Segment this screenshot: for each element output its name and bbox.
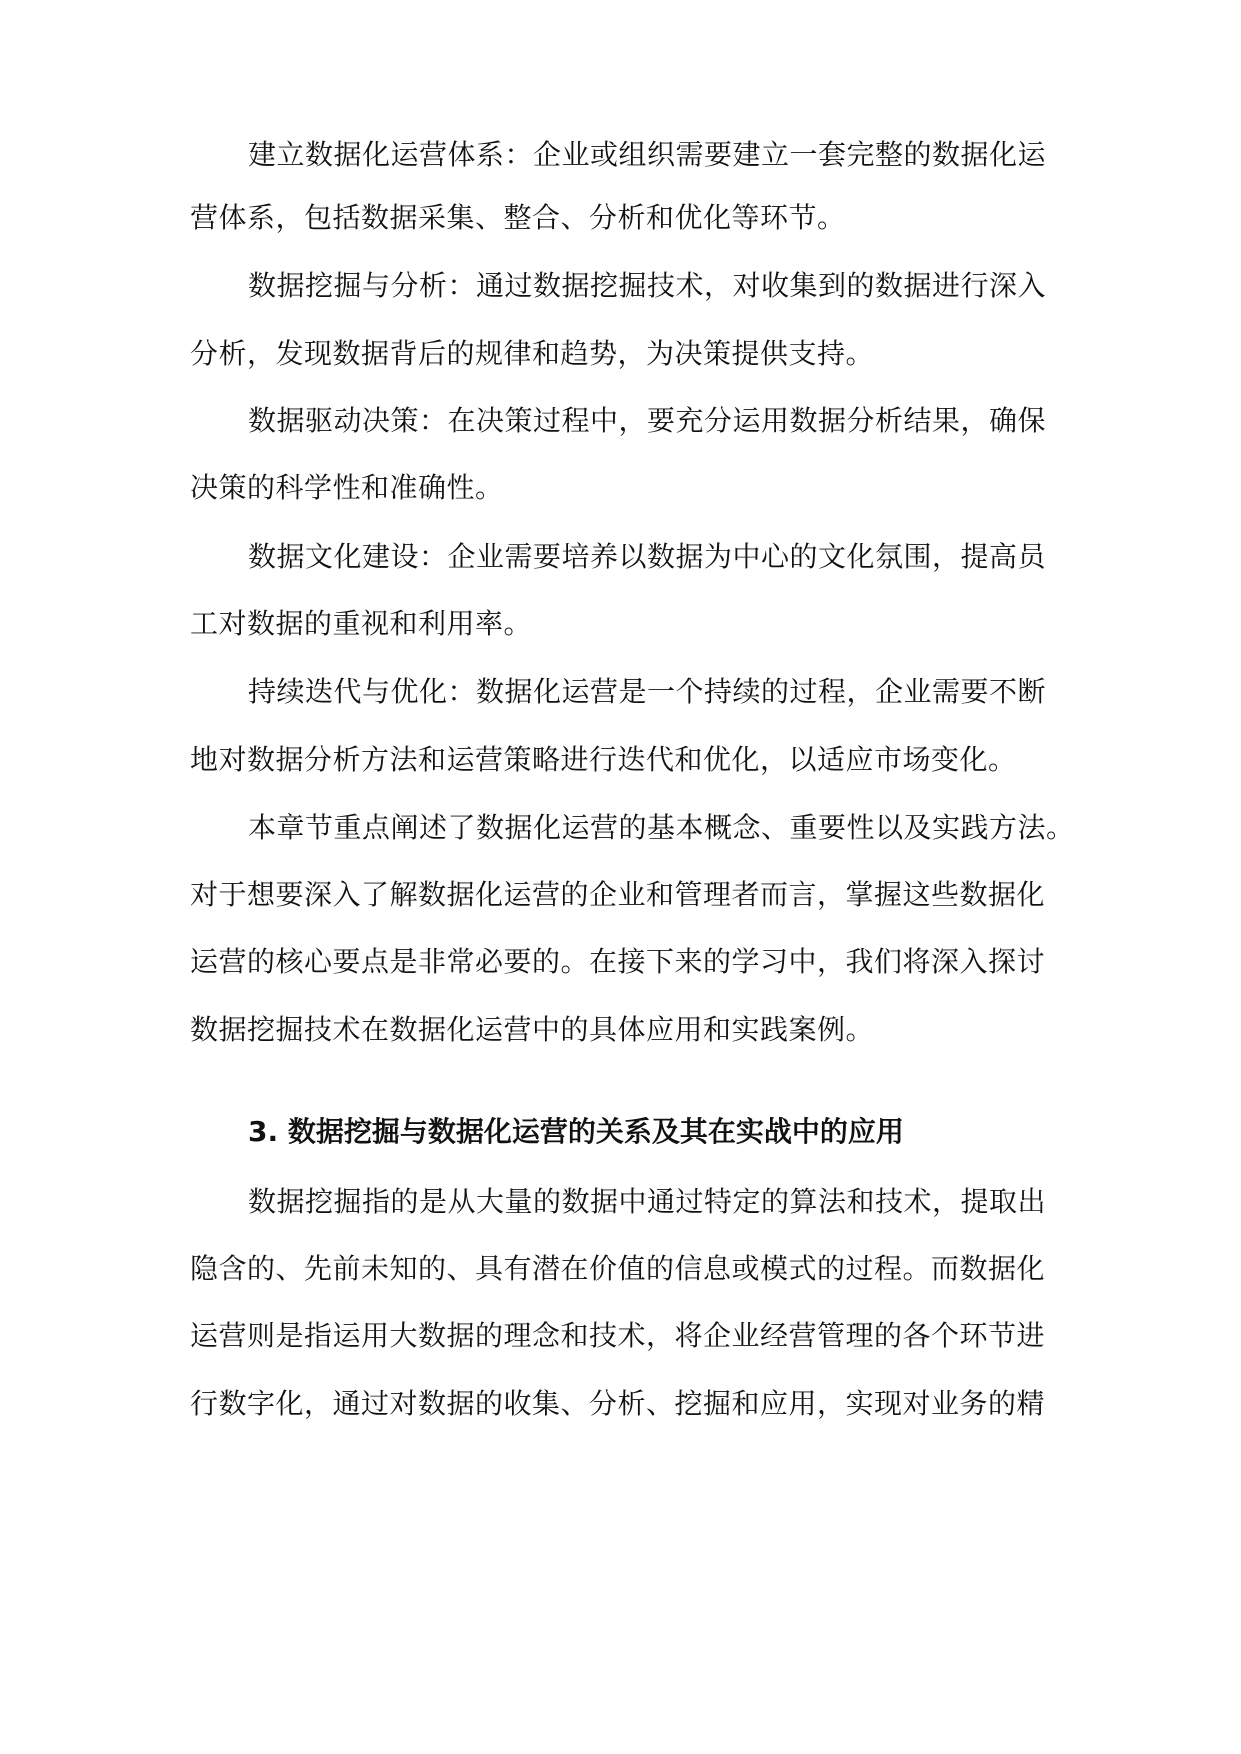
paragraph-1-line-1: 建立数据化运营体系：企业或组织需要建立一套完整的数据化运 bbox=[248, 138, 1047, 171]
section-heading: 3. 数据挖掘与数据化运营的关系及其在实战中的应用 bbox=[248, 1115, 904, 1148]
paragraph-5-line-2: 地对数据分析方法和运营策略进行迭代和优化，以适应市场变化。 bbox=[190, 743, 1017, 776]
final-paragraph-line-4: 行数字化，通过对数据的收集、分析、挖掘和应用，实现对业务的精 bbox=[190, 1387, 1046, 1420]
paragraph-5-line-1: 持续迭代与优化：数据化运营是一个持续的过程，企业需要不断 bbox=[248, 675, 1047, 708]
paragraph-6-line-2: 对于想要深入了解数据化运营的企业和管理者而言，掌握这些数据化 bbox=[190, 878, 1046, 911]
final-paragraph-line-3: 运营则是指运用大数据的理念和技术，将企业经营管理的各个环节进 bbox=[190, 1319, 1046, 1352]
paragraph-2-line-1: 数据挖掘与分析：通过数据挖掘技术，对收集到的数据进行深入 bbox=[248, 269, 1047, 302]
paragraph-6-line-4: 数据挖掘技术在数据化运营中的具体应用和实践案例。 bbox=[190, 1013, 875, 1046]
paragraph-6-line-1: 本章节重点阐述了数据化运营的基本概念、重要性以及实践方法。 bbox=[248, 811, 1075, 844]
paragraph-3-line-1: 数据驱动决策：在决策过程中，要充分运用数据分析结果，确保 bbox=[248, 404, 1047, 437]
paragraph-6-line-3: 运营的核心要点是非常必要的。在接下来的学习中，我们将深入探讨 bbox=[190, 945, 1046, 978]
paragraph-2-line-2: 分析，发现数据背后的规律和趋势，为决策提供支持。 bbox=[190, 337, 875, 370]
paragraph-1-line-2: 营体系，包括数据采集、整合、分析和优化等环节。 bbox=[190, 201, 846, 234]
final-paragraph-line-2: 隐含的、先前未知的、具有潜在价值的信息或模式的过程。而数据化 bbox=[190, 1252, 1046, 1285]
paragraph-4-line-1: 数据文化建设：企业需要培养以数据为中心的文化氛围，提高员 bbox=[248, 540, 1047, 573]
paragraph-3-line-2: 决策的科学性和准确性。 bbox=[190, 471, 504, 504]
final-paragraph-line-1: 数据挖掘指的是从大量的数据中通过特定的算法和技术，提取出 bbox=[248, 1185, 1047, 1218]
paragraph-4-line-2: 工对数据的重视和利用率。 bbox=[190, 607, 533, 640]
